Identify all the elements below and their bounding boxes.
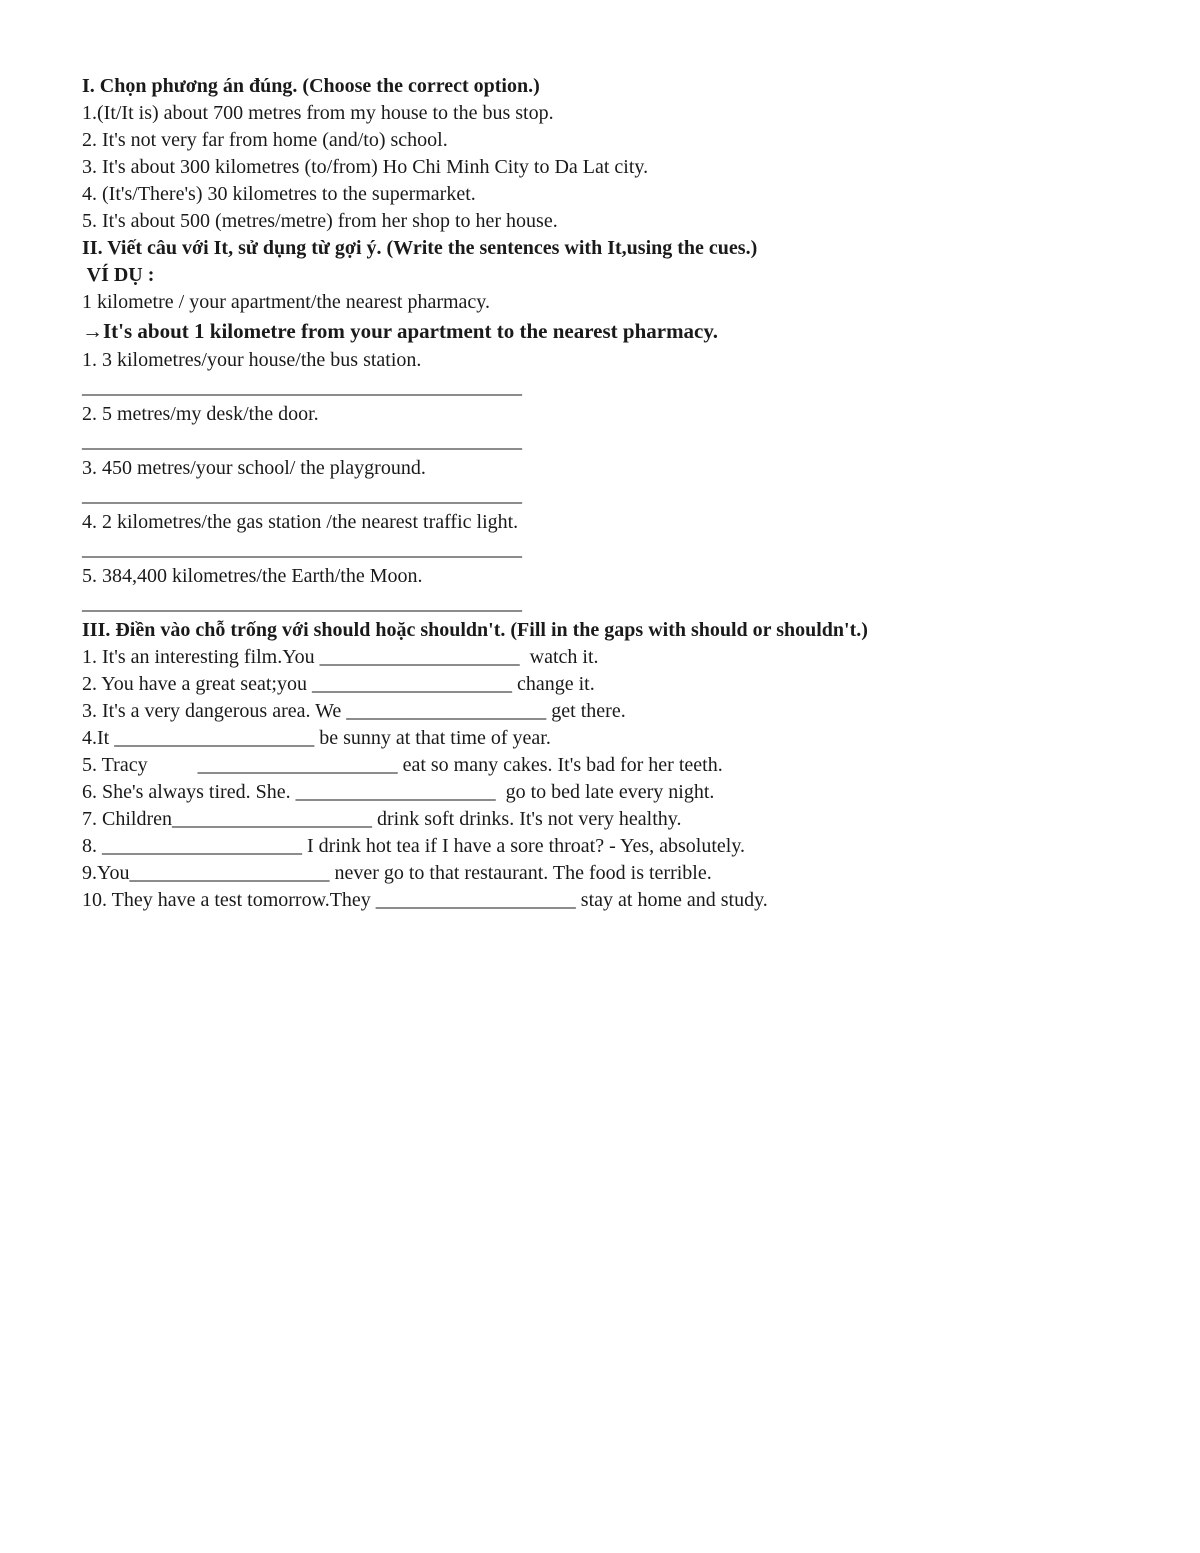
section-2-item: 2. 5 metres/my desk/the door.: [82, 403, 319, 425]
example-answer: →It's about 1 kilometre from your apartment to the nearest pharmacy.: [82, 319, 718, 343]
answer-line: ____________________________________________: [82, 430, 522, 452]
section-3-item: 8. ____________________ I drink hot tea if I have a sore throat? - Yes, absolutely.: [82, 835, 746, 857]
section-3-item: 6. She's always tired. She. ____________________ go to bed late every night.: [82, 781, 715, 803]
worksheet-content: [82, 73, 1142, 914]
section-3-item: 3. It's a very dangerous area. We ____________________ get there.: [82, 700, 626, 722]
section-1-heading: I. Chọn phương án đúng. (Choose the correct option.): [82, 75, 540, 97]
section-2-item: 3. 450 metres/your school/ the playground.: [82, 457, 426, 479]
section-2-item: 1. 3 kilometres/your house/the bus station.: [82, 349, 422, 371]
section-1-item: 5. It's about 500 (metres/metre) from her shop to her house.: [82, 210, 558, 232]
answer-line: ____________________________________________: [82, 484, 522, 506]
section-3-heading: III. Điền vào chỗ trống với should hoặc shouldn't. (Fill in the gaps with should or shouldn't.): [82, 619, 868, 641]
example-label: VÍ DỤ :: [82, 264, 155, 286]
section-3-item: 5. Tracy ____________________ eat so many cakes. It's bad for her teeth.: [82, 754, 723, 776]
section-3-item: 2. You have a great seat;you ____________________ change it.: [82, 673, 595, 695]
section-1-item: 1.(It/It is) about 700 metres from my house to the bus stop.: [82, 102, 554, 124]
section-1-item: 2. It's not very far from home (and/to) school.: [82, 129, 448, 151]
answer-line: ____________________________________________: [82, 376, 522, 398]
answer-line: ____________________________________________: [82, 592, 522, 614]
section-1-item: 3. It's about 300 kilometres (to/from) Ho Chi Minh City to Da Lat city.: [82, 156, 649, 178]
section-2-heading: II. Viết câu với It, sử dụng từ gợi ý. (Write the sentences with It,using the cues.): [82, 237, 758, 259]
example-cue: 1 kilometre / your apartment/the nearest pharmacy.: [82, 291, 490, 313]
section-3-item: 10. They have a test tomorrow.They ____________________ stay at home and study.: [82, 889, 768, 911]
section-3-item: 9.You____________________ never go to that restaurant. The food is terrible.: [82, 862, 712, 884]
answer-line: ____________________________________________: [82, 538, 522, 560]
section-1-item: 4. (It's/There's) 30 kilometres to the supermarket.: [82, 183, 476, 205]
section-2-item: 4. 2 kilometres/the gas station /the nearest traffic light.: [82, 511, 519, 533]
section-3-item: 1. It's an interesting film.You ____________________ watch it.: [82, 646, 599, 668]
section-3-item: 4.It ____________________ be sunny at that time of year.: [82, 727, 551, 749]
section-2-item: 5. 384,400 kilometres/the Earth/the Moon.: [82, 565, 423, 587]
section-3-item: 7. Children____________________ drink soft drinks. It's not very healthy.: [82, 808, 682, 830]
